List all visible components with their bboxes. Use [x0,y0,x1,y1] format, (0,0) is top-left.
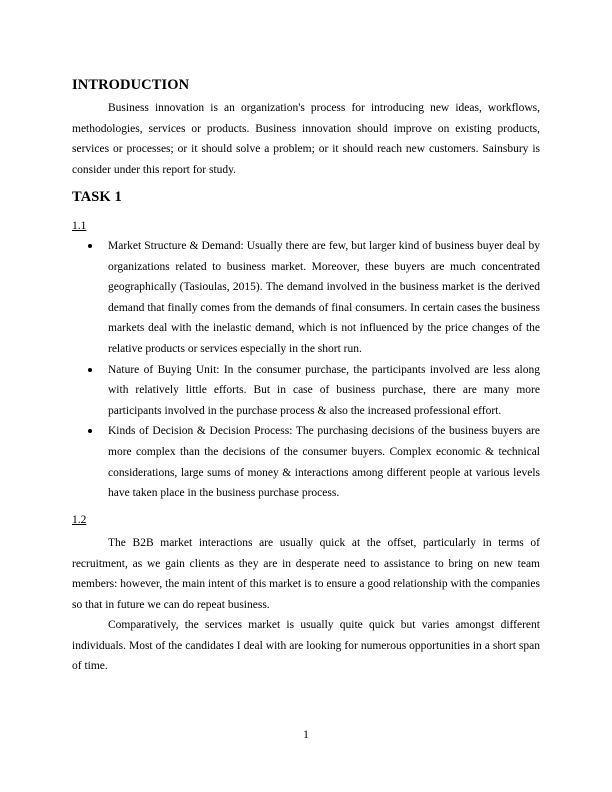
b2b-paragraph: The B2B market interactions are usually quick at the offset, particularly in terms of recruitment, as we gain clients as they are in desperate need to assistance to bring on new team members: however, the main intent of this market is to ensure a good relationship with the companies so that in future we can do repeat business. [72,537,540,611]
bullet-text: Market Structure & Demand: Usually there are few, but larger kind of business buyer deal by organizations related to business market. Moreover, these buyers are much concentrated geographically (Tasioulas, 2015). The demand involved in the business market is the derived demand that finally comes from the demands of final consumers. In certain cases the business markets deal with the inelastic demand, which is not influenced by the price changes of the relative products or services especially in the short run. [108,240,540,355]
section-1-2-label: 1.2 [72,514,87,526]
introduction-heading: INTRODUCTION [72,77,190,93]
page-number: 1 [303,729,309,741]
document-page [72,0,540,792]
services-paragraph: Comparatively, the services market is usually quite quick but varies amongst different individuals. Most of the candidates I deal with are looking for numerous opportunities in a short span of time. [72,619,540,673]
introduction-paragraph: Business innovation is an organization's process for introducing new ideas, workflows, methodologies, services or products. Business innovation should improve on existing products, services or processes; or it should solve a problem; or it should reach new customers. Sainsbury is consider under this report for study. [72,102,540,176]
bullet-icon [88,244,92,248]
section-1-1-bullet-list [72,236,540,504]
bullet-icon [88,368,92,372]
bullet-item-market-structure [72,236,540,360]
bullet-text: Nature of Buying Unit: In the consumer purchase, the participants involved are less along with relatively little efforts. But in case of business purchase, there are many more participants involved in the purchase process & also the increased professional effort. [108,363,540,417]
bullet-icon [88,429,92,433]
task-1-heading: TASK 1 [72,189,122,205]
section-1-1-label: 1.1 [72,220,87,232]
bullet-item-buying-unit [72,360,540,422]
bullet-text: Kinds of Decision & Decision Process: The purchasing decisions of the business buyers are more complex than the decisions of the consumer buyers. Complex economic & technical considerations, large sums of money & interactions among different people at various levels have taken place in the business purchase process. [108,425,540,500]
bullet-item-decision-process [72,421,540,503]
